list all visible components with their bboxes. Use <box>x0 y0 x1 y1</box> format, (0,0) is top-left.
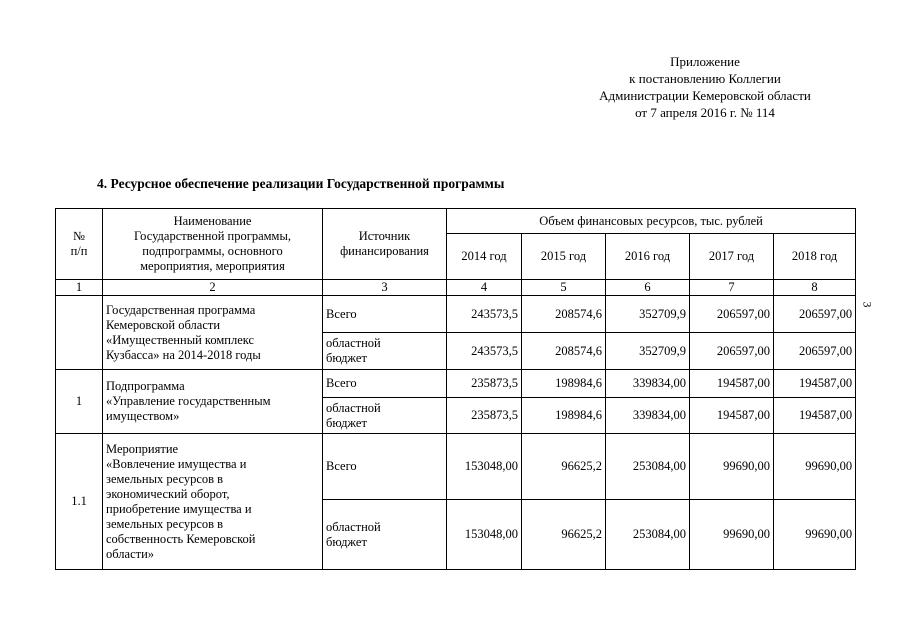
value-cell: 194587,00 <box>774 370 856 398</box>
value-cell: 235873,5 <box>447 370 522 398</box>
header-text: мероприятия, мероприятия <box>140 259 285 273</box>
header-num-cell <box>56 209 103 280</box>
header-text: финансирования <box>340 244 429 258</box>
value-cell: 253084,00 <box>606 434 690 500</box>
value-cell: 339834,00 <box>606 398 690 434</box>
appendix-line: Приложение <box>670 54 740 69</box>
funding-source: Всего <box>323 434 447 500</box>
activity-name-line: Мероприятие <box>106 441 179 456</box>
activity-name-line: «Вовлечение имущества и <box>106 456 247 471</box>
column-number: 7 <box>690 280 774 296</box>
subprogram-name-line: Подпрограмма <box>106 379 185 393</box>
value-cell: 243573,5 <box>447 333 522 370</box>
subprogram-name-line: имуществом» <box>106 409 180 423</box>
program-name-line: Кузбасса» на 2014-2018 годы <box>106 347 261 362</box>
value-cell: 206597,00 <box>774 296 856 333</box>
year-header: 2015 год <box>522 234 606 280</box>
table-row <box>56 370 856 398</box>
header-volume-cell: Объем финансовых ресурсов, тыс. рублей <box>447 209 856 234</box>
column-number: 1 <box>56 280 103 296</box>
year-header: 2017 год <box>690 234 774 280</box>
row-number: 1 <box>56 370 103 434</box>
header-text: Источник <box>358 229 411 243</box>
program-name-line: Государственная программа <box>106 302 256 317</box>
value-cell: 99690,00 <box>690 434 774 500</box>
activity-name-cell <box>103 434 323 570</box>
funding-source-line: областной <box>326 519 381 534</box>
appendix-line: Администрации Кемеровской области <box>599 88 811 103</box>
column-number-row <box>56 280 856 296</box>
column-number: 6 <box>606 280 690 296</box>
funding-source <box>323 333 447 370</box>
section-title: 4. Ресурсное обеспечение реализации Государственной программы <box>97 176 505 191</box>
table-row <box>56 434 856 500</box>
activity-name-line: приобретение имущества и <box>106 501 252 516</box>
value-cell: 243573,5 <box>447 296 522 333</box>
appendix-line: к постановлению Коллегии <box>629 71 781 86</box>
activity-name-line: области» <box>106 546 155 561</box>
value-cell: 208574,6 <box>522 333 606 370</box>
resource-table <box>55 208 856 570</box>
activity-name-line: экономический оборот, <box>106 486 230 501</box>
value-cell: 99690,00 <box>774 500 856 570</box>
header-text: Наименование <box>173 214 252 228</box>
value-cell: 352709,9 <box>606 333 690 370</box>
funding-source-line: областной <box>326 336 381 350</box>
activity-name-line: земельных ресурсов в <box>106 471 224 486</box>
funding-source <box>323 398 447 434</box>
value-cell: 206597,00 <box>774 333 856 370</box>
funding-source-line: бюджет <box>326 534 367 549</box>
value-cell: 194587,00 <box>690 398 774 434</box>
program-name-line: Кемеровской области <box>106 317 221 332</box>
funding-source-line: бюджет <box>326 415 367 430</box>
program-name-cell <box>103 296 323 370</box>
funding-source: Всего <box>323 370 447 398</box>
value-cell: 99690,00 <box>690 500 774 570</box>
activity-name-line: земельных ресурсов в <box>106 516 224 531</box>
value-cell: 198984,6 <box>522 370 606 398</box>
header-name-cell <box>103 209 323 280</box>
funding-source <box>323 500 447 570</box>
value-cell: 194587,00 <box>690 370 774 398</box>
year-header: 2016 год <box>606 234 690 280</box>
appendix-line: от 7 апреля 2016 г. № 114 <box>635 105 775 120</box>
appendix-header <box>560 53 850 121</box>
value-cell: 153048,00 <box>447 434 522 500</box>
column-number: 3 <box>323 280 447 296</box>
value-cell: 352709,9 <box>606 296 690 333</box>
column-number: 5 <box>522 280 606 296</box>
column-number: 8 <box>774 280 856 296</box>
funding-source-line: областной <box>326 400 381 415</box>
program-name-line: «Имущественный комплекс <box>106 332 255 347</box>
value-cell: 198984,6 <box>522 398 606 434</box>
value-cell: 96625,2 <box>522 500 606 570</box>
value-cell: 99690,00 <box>774 434 856 500</box>
row-number <box>56 296 103 370</box>
header-row <box>56 209 856 234</box>
value-cell: 96625,2 <box>522 434 606 500</box>
column-number: 2 <box>103 280 323 296</box>
activity-name-line: собственность Кемеровской <box>106 531 256 546</box>
subprogram-name-line: «Управление государственным <box>106 394 271 408</box>
value-cell: 208574,6 <box>522 296 606 333</box>
subprogram-name-cell <box>103 370 323 434</box>
value-cell: 206597,00 <box>690 296 774 333</box>
row-number: 1.1 <box>56 434 103 570</box>
value-cell: 153048,00 <box>447 500 522 570</box>
header-text: Государственной программы, <box>134 229 291 243</box>
value-cell: 206597,00 <box>690 333 774 370</box>
table-row <box>56 296 856 333</box>
header-text: п/п <box>70 244 88 258</box>
funding-source-line: бюджет <box>326 351 367 365</box>
header-text: подпрограммы, основного <box>142 244 283 258</box>
value-cell: 253084,00 <box>606 500 690 570</box>
header-source-cell <box>323 209 447 280</box>
value-cell: 339834,00 <box>606 370 690 398</box>
page-number: 3 <box>860 301 875 308</box>
funding-source: Всего <box>323 296 447 333</box>
year-header: 2018 год <box>774 234 856 280</box>
value-cell: 235873,5 <box>447 398 522 434</box>
value-cell: 194587,00 <box>774 398 856 434</box>
header-text: № <box>73 229 85 243</box>
year-header: 2014 год <box>447 234 522 280</box>
column-number: 4 <box>447 280 522 296</box>
